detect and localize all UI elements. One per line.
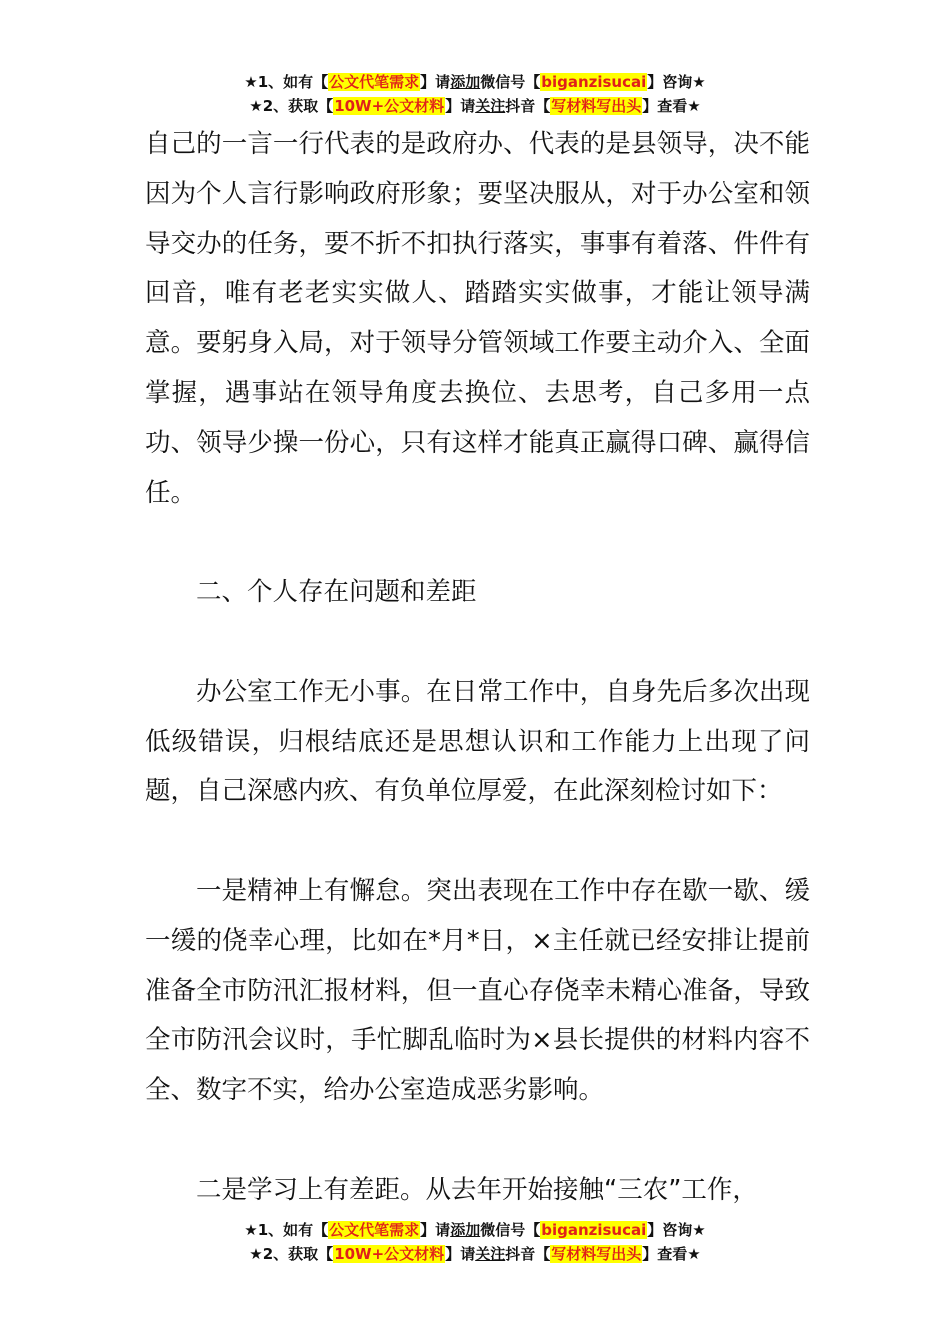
- banner-text: 】请: [445, 97, 476, 115]
- paragraph-point-1: 一是精神上有懈怠。突出表现在工作中存在歇一歇、缓一缓的侥幸心理，比如在*月*日，×主任就已经安排让提前准备全市防汛汇报材料，但一直心存侥幸未精心准备，导致全市防汛会议时，手忙脚乱临时为×县长提供的材料内容不全、数字不实，给办公室造成恶劣影响。: [145, 875, 810, 1106]
- banner-line-1: [0, 1218, 950, 1242]
- banner-text: ★1、如有【: [244, 1221, 329, 1239]
- paragraph-continuation: 自己的一言一行代表的是政府办、代表的是县领导，决不能因为个人言行影响政府形象；要坚决服从，对于办公室和领导交办的任务，要不折不扣执行落实，事事有着落、件件有回音，唯有老老实实做人、踏踏实实做事，才能让领导满意。要躬身入局，对于领导分管领域工作要主动介入、全面掌握，遇事站在领导角度去换位、去思考，自己多用一点功、领导少操一份心，只有这样才能真正赢得口碑、赢得信任。: [145, 129, 810, 508]
- banner-text: 抖音【: [505, 1245, 551, 1263]
- banner-text: 】查看★: [642, 97, 701, 115]
- document-body: [145, 120, 810, 1265]
- banner-underlined-text: 关注: [475, 97, 506, 115]
- banner-text: ★2、获取【: [249, 1245, 334, 1263]
- banner-line-2: [0, 1242, 950, 1266]
- banner-underlined-text: 关注: [475, 1245, 506, 1263]
- banner-text: ★2、获取【: [249, 97, 334, 115]
- banner-text: 】请: [445, 1245, 476, 1263]
- banner-line-2: [0, 94, 950, 118]
- paragraph-point-2: 二是学习上有差距。从去年开始接触“三农”工作，: [196, 1174, 758, 1205]
- banner-underlined-text: 添加: [450, 1221, 481, 1239]
- banner-highlight: 公文代笔需求: [329, 73, 420, 91]
- banner-text: 微信号【: [480, 1221, 541, 1239]
- banner-highlight: biganzisucai: [541, 1221, 647, 1239]
- banner-text: 微信号【: [480, 73, 541, 91]
- banner-text: 】查看★: [642, 1245, 701, 1263]
- banner-highlight: biganzisucai: [541, 73, 647, 91]
- footer-banner: [0, 1218, 950, 1266]
- paragraph-intro: 办公室工作无小事。在日常工作中，自身先后多次出现低级错误，归根结底还是思想认识和工作能力上出现了问题，自己深感内疚、有负单位厚爱，在此深刻检讨如下：: [145, 676, 810, 807]
- banner-text: 】请: [420, 73, 451, 91]
- banner-text: ★1、如有【: [244, 73, 329, 91]
- section-heading: 二、个人存在问题和差距: [196, 577, 477, 608]
- banner-highlight: 写材料写出头: [551, 97, 642, 115]
- banner-text: 】请: [420, 1221, 451, 1239]
- banner-underlined-text: 添加: [450, 73, 481, 91]
- header-banner: [0, 70, 950, 118]
- banner-highlight: 10W+公文材料: [334, 97, 445, 115]
- banner-highlight: 10W+公文材料: [334, 1245, 445, 1263]
- banner-text: 】咨询★: [647, 1221, 706, 1239]
- banner-highlight: 公文代笔需求: [329, 1221, 420, 1239]
- banner-highlight: 写材料写出头: [551, 1245, 642, 1263]
- banner-text: 】咨询★: [647, 73, 706, 91]
- banner-text: 抖音【: [505, 97, 551, 115]
- banner-line-1: [0, 70, 950, 94]
